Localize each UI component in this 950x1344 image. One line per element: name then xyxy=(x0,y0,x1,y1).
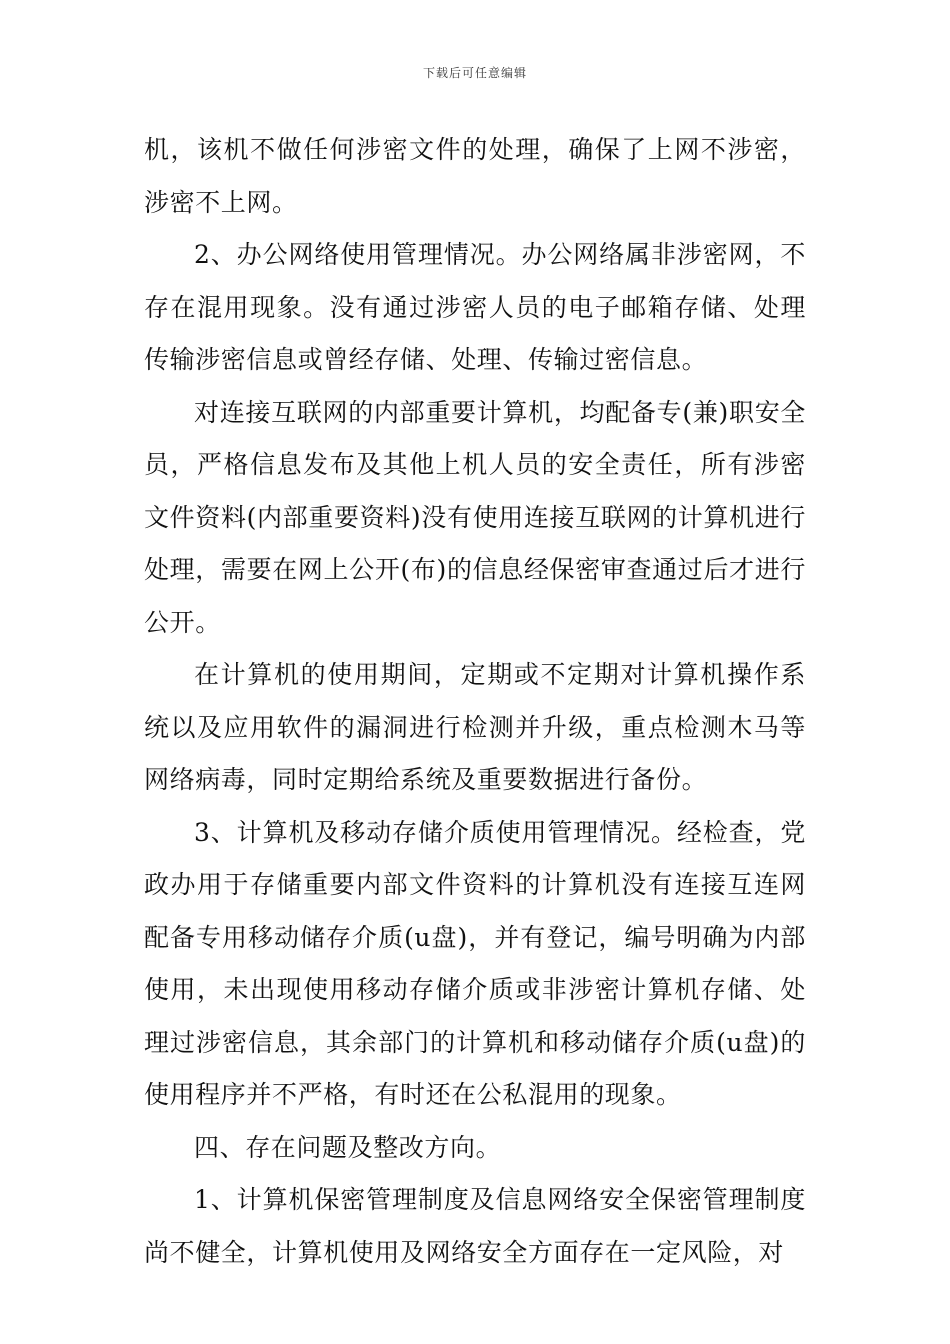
paragraph-3: 对连接互联网的内部重要计算机，均配备专(兼)职安全员，严格信息发布及其他上机人员的安全责任，所有涉密文件资料(内部重要资料)没有使用连接互联网的计算机进行处理，需要在网上公开(布)的信息经保密审查通过后才进行公开。 xyxy=(144,397,806,637)
page-header: 下载后可任意编辑 xyxy=(422,66,527,80)
section-heading-4: 四、存在问题及整改方向。 xyxy=(194,1132,502,1162)
document-body xyxy=(144,124,806,1279)
paragraph-5: 3、计算机及移动存储介质使用管理情况。经检查，党政办用于存储重要内部文件资料的计算机没有连接互连网配备专用移动储存介质(u盘)，并有登记，编号明确为内部使用，未出现使用移动存储介质或非涉密计算机存储、处理过涉密信息，其余部门的计算机和移动储存介质(u盘)的使用程序并不严格，有时还在公私混用的现象。 xyxy=(144,817,806,1109)
paragraph-6: 1、计算机保密管理制度及信息网络安全保密管理制度尚不健全，计算机使用及网络安全方面存在一定风险，对 xyxy=(144,1185,806,1267)
paragraph-4: 在计算机的使用期间，定期或不定期对计算机操作系统以及应用软件的漏洞进行检测并升级，重点检测木马等网络病毒，同时定期给系统及重要数据进行备份。 xyxy=(144,660,806,794)
paragraph-2: 2、办公网络使用管理情况。办公网络属非涉密网，不存在混用现象。没有通过涉密人员的电子邮箱存储、处理传输涉密信息或曾经存储、处理、传输过密信息。 xyxy=(144,240,806,374)
paragraph-1: 机，该机不做任何涉密文件的处理，确保了上网不涉密，涉密不上网。 xyxy=(144,135,806,217)
